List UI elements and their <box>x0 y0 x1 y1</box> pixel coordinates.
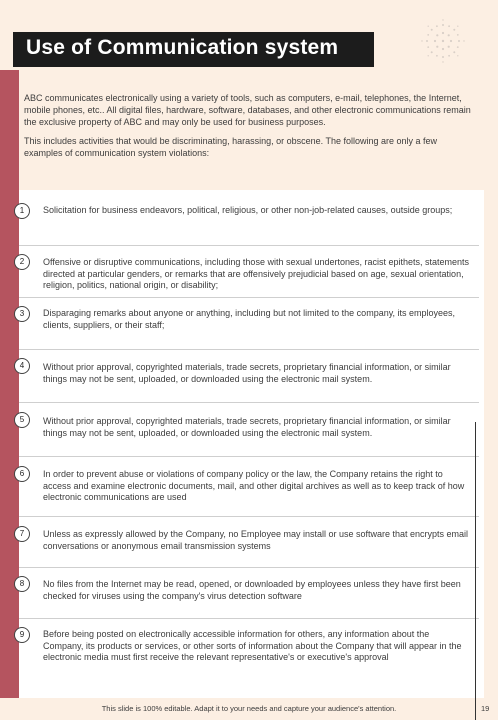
intro-paragraph-2: This includes activities that would be discriminating, harassing, or obscene. The following are only a few examples of communication system violations: <box>24 136 438 158</box>
footer-note: This slide is 100% editable. Adapt it to your needs and capture your audience's attention. <box>101 704 397 713</box>
item-number-marker: 5 <box>14 412 30 428</box>
list-item-text: Without prior approval, copyrighted materials, trade secrets, proprietary financial information, or similar things may not be sent, uploaded, or downloaded using the electronic mail system. <box>43 362 451 384</box>
item-divider <box>19 297 479 298</box>
item-number-marker: 4 <box>14 358 30 374</box>
page-number: 19 <box>481 704 490 713</box>
left-accent-band <box>0 70 19 698</box>
item-divider <box>19 516 479 517</box>
item-number-marker: 7 <box>14 526 30 542</box>
list-item-text: Without prior approval, copyrighted materials, trade secrets, proprietary financial information, or similar things may not be sent, uploaded, or downloaded using the electronic mail system. <box>43 416 451 438</box>
item-number-marker: 6 <box>14 466 30 482</box>
list-item-text: Before being posted on electronically accessible information for others, any information about the Company, its products or services, or other sorts of information about the Company that will appear in the electronic media must first receive the relevant representative's or executive's approval <box>43 629 462 662</box>
list-item-text: Offensive or disruptive communications, including those with sexual undertones, racist epithets, statements directed at particular genders, or remarks that are offensively prejudicial based on age, sexual orientation, religion, politics, national origin, or disability; <box>43 257 470 290</box>
item-number-marker: 3 <box>14 306 30 322</box>
list-item-text: Disparaging remarks about anyone or anything, including but not limited to the company, its employees, clients, suppliers, or their staff; <box>43 308 456 330</box>
list-item-text: No files from the Internet may be read, opened, or downloaded by employees unless they have first been checked for viruses using the company's virus detection software <box>43 579 461 601</box>
item-divider <box>19 618 479 619</box>
list-item-text: Unless as expressly allowed by the Company, no Employee may install or use software that encrypts email conversations or anonymous email transmission systems <box>43 529 469 551</box>
intro-paragraph-1: ABC communicates electronically using a variety of tools, such as computers, e-mail, telephones, the Internet, mobile phones, etc.. All digital files, hardware, software, databases, and other electronic communications remain the exclusive property of ABC and may only be used for business purposes. <box>24 93 471 127</box>
item-number-marker: 1 <box>14 203 30 219</box>
item-divider <box>19 402 479 403</box>
vertical-rule <box>475 422 476 720</box>
list-item-text: In order to prevent abuse or violations of company policy or the law, the Company retains the right to access and examine electronic documents, mail, and other digital archives as well as to keep track of how electronic communications are used <box>43 469 465 502</box>
item-number-marker: 8 <box>14 576 30 592</box>
item-number-marker: 9 <box>14 627 30 643</box>
intro-text <box>24 92 476 166</box>
page-title: Use of Communication system <box>26 36 339 59</box>
item-divider <box>19 567 479 568</box>
item-divider <box>19 456 479 457</box>
item-number-marker: 2 <box>14 254 30 270</box>
item-divider <box>19 245 479 246</box>
item-divider <box>19 349 479 350</box>
list-item-text: Solicitation for business endeavors, political, religious, or other non-job-related causes, outside groups; <box>43 205 453 215</box>
dot-circle-icon <box>420 18 466 64</box>
